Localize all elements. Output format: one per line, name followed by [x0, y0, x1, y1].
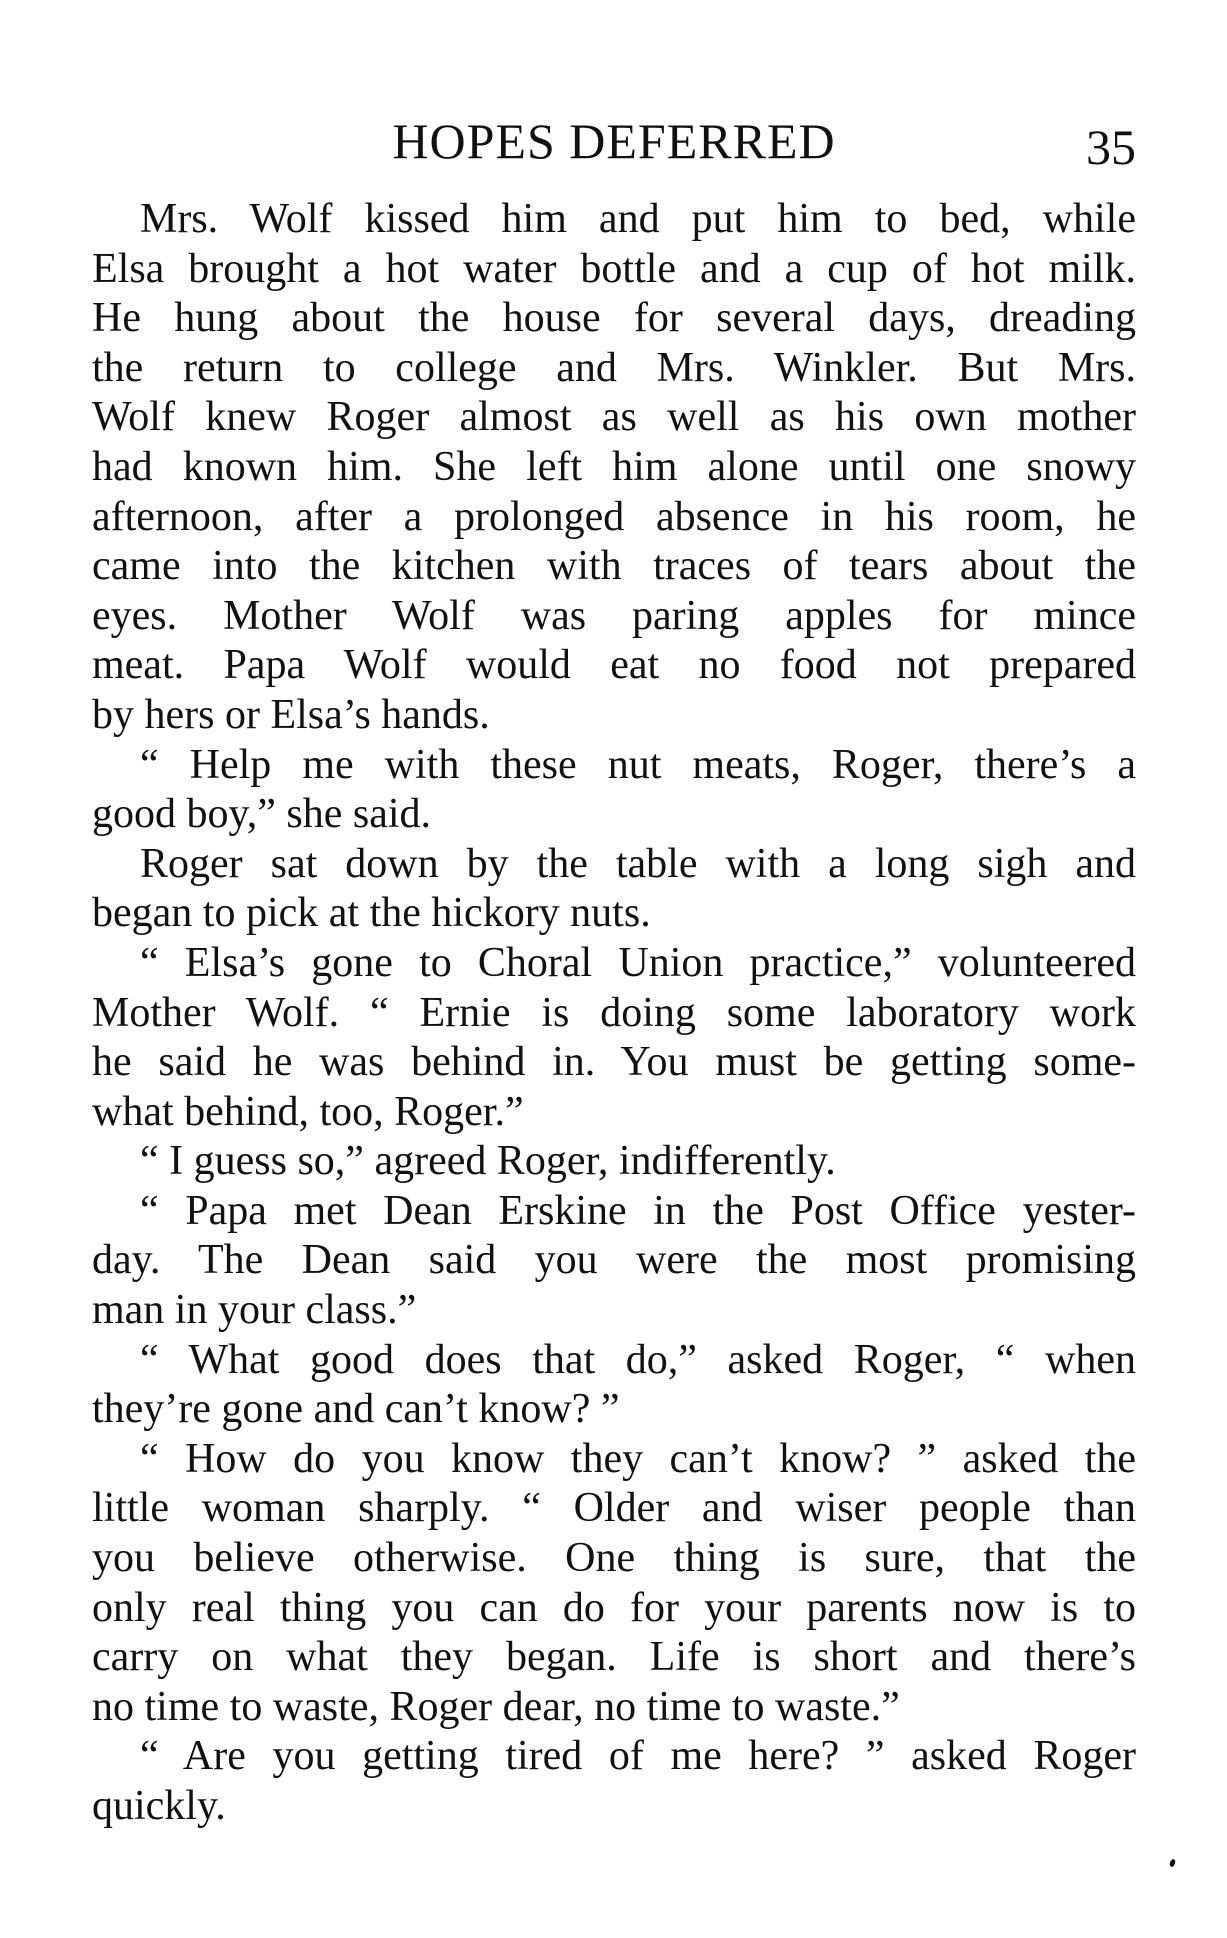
text-line: came into the kitchen with traces of tears about the: [92, 543, 1136, 590]
text-line: good boy,” she said.: [92, 791, 432, 838]
body-text: [92, 195, 1136, 1832]
text-line: had known him. She left him alone until one snowy: [92, 443, 1136, 490]
text-line: “ Elsa’s gone to Choral Union practice,” volunteered: [140, 939, 1136, 986]
text-line: Wolf knew Roger almost as well as his own mother: [92, 394, 1136, 441]
text-line: “ I guess so,” agreed Roger, indifferently.: [140, 1138, 836, 1185]
text-line: began to pick at the hickory nuts.: [92, 890, 651, 937]
text-line: what behind, too, Roger.”: [92, 1088, 524, 1135]
text-line: you believe otherwise. One thing is sure, that the: [92, 1535, 1136, 1582]
text-line: “ Papa met Dean Erskine in the Post Office yester-: [140, 1187, 1136, 1234]
page-number: 35: [1086, 119, 1136, 175]
text-line: afternoon, after a prolonged absence in his room, he: [92, 493, 1136, 540]
text-line: Roger sat down by the table with a long sigh and: [140, 840, 1136, 887]
text-line: quickly.: [92, 1783, 226, 1829]
text-line: little woman sharply. “ Older and wiser people than: [92, 1485, 1136, 1532]
text-line: Mrs. Wolf kissed him and put him to bed, while: [140, 196, 1136, 242]
text-line: “ Help me with these nut meats, Roger, there’s a: [140, 741, 1136, 788]
text-line: “ How do you know they can’t know? ” asked the: [140, 1435, 1136, 1482]
text-line: Elsa brought a hot water bottle and a cup of hot milk.: [92, 245, 1136, 292]
text-line: they’re gone and can’t know? ”: [92, 1386, 620, 1433]
text-line: only real thing you can do for your parents now is to: [92, 1584, 1136, 1631]
text-line: day. The Dean said you were the most promising: [92, 1237, 1136, 1284]
text-line: “ What good does that do,” asked Roger, “ when: [140, 1336, 1136, 1383]
running-title: HOPES DEFERRED: [392, 113, 836, 169]
text-line: no time to waste, Roger dear, no time to waste.”: [92, 1683, 900, 1730]
text-line: Mother Wolf. “ Ernie is doing some laboratory work: [92, 989, 1136, 1036]
text-line: by hers or Elsa’s hands.: [92, 691, 490, 738]
text-line: carry on what they began. Life is short and there’s: [92, 1634, 1136, 1681]
text-line: man in your class.”: [92, 1287, 417, 1334]
text-line: he said he was behind in. You must be getting some-: [92, 1039, 1136, 1086]
text-line: the return to college and Mrs. Winkler. But Mrs.: [92, 344, 1136, 391]
text-line: “ Are you getting tired of me here? ” asked Roger: [140, 1733, 1136, 1780]
running-head: [92, 106, 1136, 176]
text-line: meat. Papa Wolf would eat no food not prepared: [92, 642, 1136, 689]
ink-speck: [1169, 1858, 1176, 1867]
text-line: eyes. Mother Wolf was paring apples for mince: [92, 592, 1136, 639]
text-line: He hung about the house for several days, dreading: [92, 295, 1136, 342]
